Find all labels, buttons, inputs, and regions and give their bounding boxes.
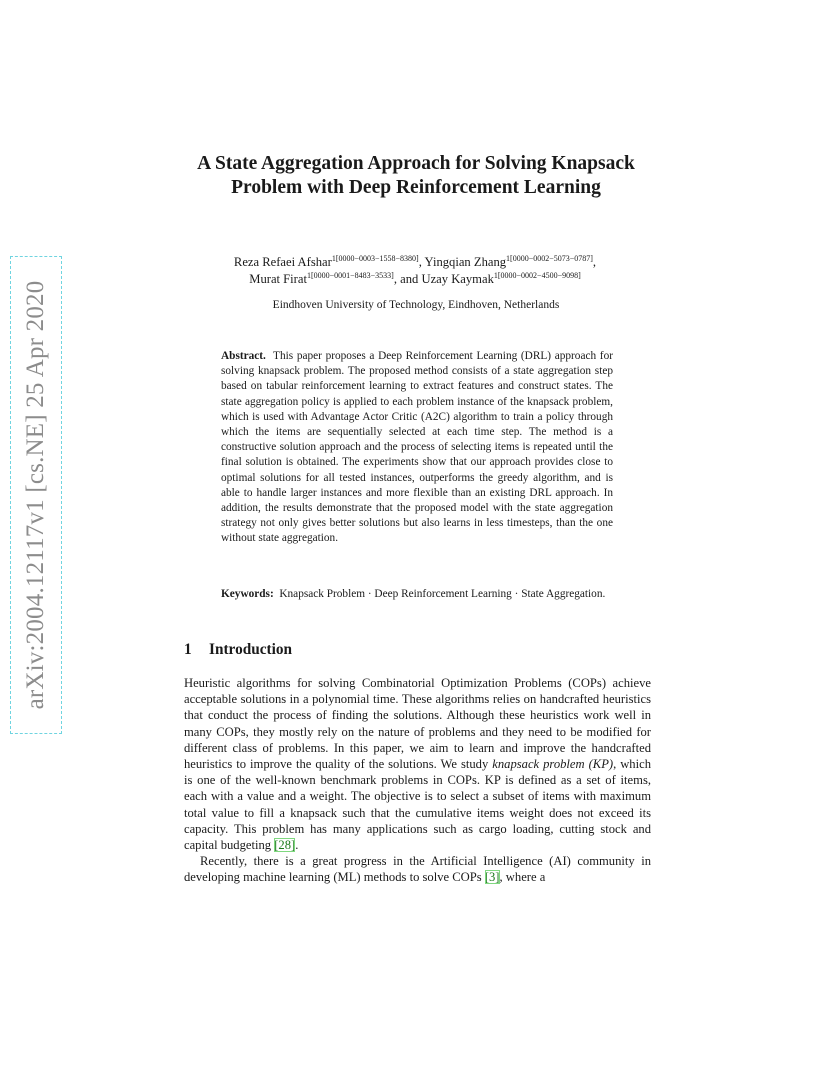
abstract-label: Abstract. [221,350,266,362]
section-number: 1 [184,641,192,658]
keywords [221,587,613,602]
author-name: Uzay Kaymak [421,272,494,286]
section-heading [184,641,292,659]
orcid-id: [0000−0002−5073−0787] [510,254,593,263]
author-name: Yingqian Zhang [424,255,507,269]
emphasis: knapsack problem (KP) [492,757,614,772]
citation-link[interactable]: [28] [274,838,296,853]
author-affiliation-mark: 1[0000−0002−5073−0787] [506,254,593,263]
keywords-label: Keywords: [221,588,274,600]
paragraph: Heuristic algorithms for solving Combinatorial Optimization Problems (COPs) achieve acceptable solutions in a polynomial time. These algorithms relies on handcrafted heuristics that conduct the process of finding the solutions. Although these heuristics work well in many COPs, they mostly rely on the nature of problems and they need to be modified for different class of problems. In this paper, we aim to learn and improve the handcrafted heuristics to improve the quality of the solutions. We study knapsack problem (KP), which is one of the well-known benchmark problems in COPs. KP is defined as a set of items, each with a value and a weight. The objective is to select a subset of items with maximum total value to fill a knapsack such that the cumulative items weight does not exceed its capacity. This problem has many applications such as cargo loading, cutting stock and capital budgeting [28]. [184,676,651,853]
author-name: Reza Refaei Afshar [233,255,332,269]
abstract [221,349,613,547]
orcid-id: [0000−0003−1558−8380] [335,254,419,263]
orcid-id: [0000−0001−8483−3533] [310,271,394,280]
author-name: Murat Firat [249,272,307,286]
citation-link[interactable]: [3] [484,870,500,885]
author-affiliation-mark: 1[0000−0002−4500−9098] [493,271,581,280]
paragraph: Recently, there is a great progress in the Artificial Intelligence (AI) community in developing machine learning (ML) methods to solve COPs [3], where a [184,854,651,885]
section-title: Introduction [209,641,293,658]
affiliation: Eindhoven University of Technology, Eindhoven, Netherlands [272,299,560,311]
author-affiliation-mark: 1[0000−0001−8483−3533] [306,271,394,280]
arxiv-stamp[interactable]: arXiv:2004.12117v1 [cs.NE] 25 Apr 2020 [22,280,49,710]
author-affiliation-mark: 1[0000−0003−1558−8380] [331,254,419,263]
orcid-id: [0000−0002−4500−9098] [497,271,581,280]
abstract-text: This paper proposes a Deep Reinforcement Learning (DRL) approach for solving knapsack problem. The proposed method consists of a state aggregation step based on tabular reinforcement learning to extract features and construct states. The state aggregation policy is applied to each problem instance of the knapsack problem, which is used with Advantage Actor Critic (A2C) algorithm to train a policy through which the items are sequentially selected at each time step. The method is a constructive solution approach and the process of selecting items is repeated until the final solution is obtained. The experiments show that our approach provides close to optimal solutions for all tested instances, outperforms the greedy algorithm, and is able to handle larger instances and more flexible than an existing DRL approach. In addition, the results demonstrate that the proposed model with the state aggregation strategy not only gives better solutions but also learns in less timesteps, than the one without state aggregation. [221,350,613,545]
body-text [184,675,651,886]
author-list: Reza Refaei Afshar$^{1[0000-0003-1558-8380]}$, Yingqian Zhang$^{1[0000-0002-5073-0787]}$, Murat Firat$^{1[0000-0001-8483-3533]}$, and Uzay Kaymak$^{1[0000-0002-4500-9098]}$ [233,254,597,286]
keywords-text: Knapsack Problem · Deep Reinforcement Learning · State Aggregation. [279,588,606,600]
paper-title: A State Aggregation Approach for Solving Knapsack Problem with Deep Reinforcement Learning [197,153,635,198]
